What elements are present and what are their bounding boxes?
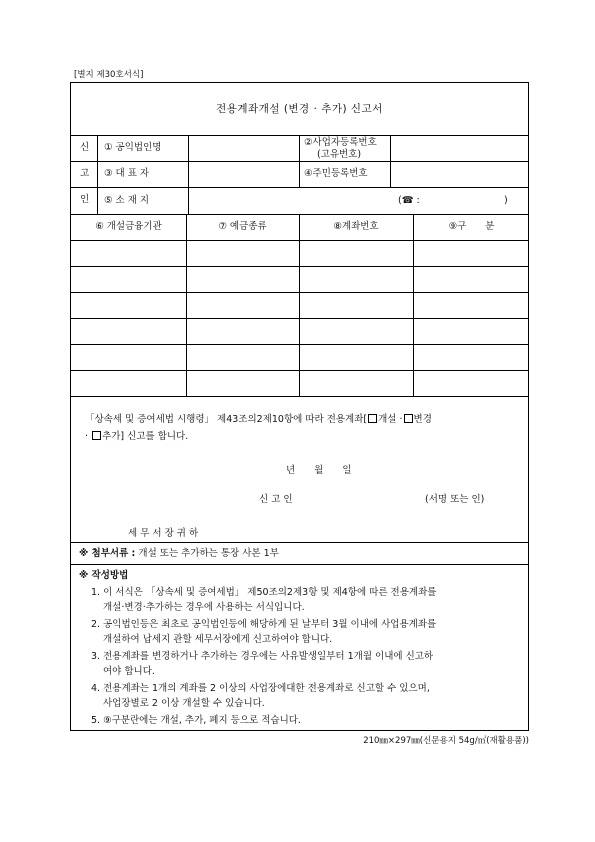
signature-note: (서명 또는 인) xyxy=(425,494,485,505)
instruction-4-line-1: 4. 전용계좌는 1개의 계좌를 2 이상의 사업장에대한 전용계좌로 신고할 수 있으며, xyxy=(91,683,430,694)
attachment-row: ※ 첨부서류 : 개설 또는 추가하는 통장 사본 1부 xyxy=(79,548,279,559)
header-deposit-type: ⑦ 예금종류 xyxy=(218,221,267,232)
instruction-2-line-1: 2. 공익법인등은 최초로 공익법인등에 해당하게 된 날부터 3월 이내에 사업용계좌를 xyxy=(91,619,437,630)
instruction-1-line-1: 1. 이 서식은 「상속세 및 증여세법」 제50조의2제3항 및 제4항에 따른 전용계좌를 xyxy=(91,587,437,598)
biz-no-sublabel: (고유번호) xyxy=(317,149,362,160)
phone-close: ) xyxy=(504,195,508,206)
paper-spec: 210㎜×297㎜(신문용지 54g/㎡(재활용품)) xyxy=(363,736,529,746)
instructions-title: ※ 작성방법 xyxy=(79,570,129,581)
checkbox-open[interactable] xyxy=(368,414,377,423)
addressee: 세 무 서 장 귀 하 xyxy=(128,528,199,539)
header-bank: ⑥ 개설금융기관 xyxy=(95,221,162,232)
header-account-no: ⑧계좌번호 xyxy=(333,221,379,232)
corp-name-label: ① 공익법인명 xyxy=(104,142,162,153)
address-label: ⑤ 소 재 지 xyxy=(104,195,150,206)
form-reference: [별지 제30호서식] xyxy=(74,70,144,80)
checkbox-change[interactable] xyxy=(404,414,413,423)
instruction-3-line-2: 여야 합니다. xyxy=(103,666,155,677)
form-title: 전용계좌개설 (변경 · 추가) 신고서 xyxy=(216,103,383,115)
side-label-3: 인 xyxy=(80,194,90,205)
checkbox-add[interactable] xyxy=(92,431,101,440)
form-box xyxy=(70,82,529,731)
date-line: 년 월 일 xyxy=(286,465,352,476)
instruction-2-line-2: 개설하여 납세지 관할 세무서장에게 신고하여야 합니다. xyxy=(103,634,333,645)
declaration-line-1: 「상속세 및 증여세법 시행령」 제43조의2제10항에 따라 전용계좌[ 개설 · 변경 xyxy=(85,414,432,425)
rep-label: ③ 대 표 자 xyxy=(104,168,150,179)
biz-no-label: ②사업자등록번호 xyxy=(304,137,377,148)
declaration-line-2: · 추가] 신고를 합니다. xyxy=(85,431,189,442)
header-category: ⑨구 분 xyxy=(448,221,495,232)
instruction-3-line-1: 3. 전용계좌를 변경하거나 추가하는 경우에는 사유발생일부터 1개월 이내에 신고하 xyxy=(91,651,434,662)
instruction-4-line-2: 사업장별로 2 이상 개설할 수 있습니다. xyxy=(103,698,265,709)
side-label-1: 신 xyxy=(80,142,90,153)
resident-no-label: ④주민등록번호 xyxy=(304,168,368,179)
instruction-5-line-1: 5. ⑨구분란에는 개설, 추가, 폐지 등으로 적습니다. xyxy=(91,715,301,726)
signer-label: 신 고 인 xyxy=(259,494,293,505)
instruction-1-line-2: 개설·변경·추가하는 경우에 사용하는 서식입니다. xyxy=(103,602,305,613)
phone-label: (☎ : xyxy=(398,195,420,206)
side-label-2: 고 xyxy=(80,168,90,179)
